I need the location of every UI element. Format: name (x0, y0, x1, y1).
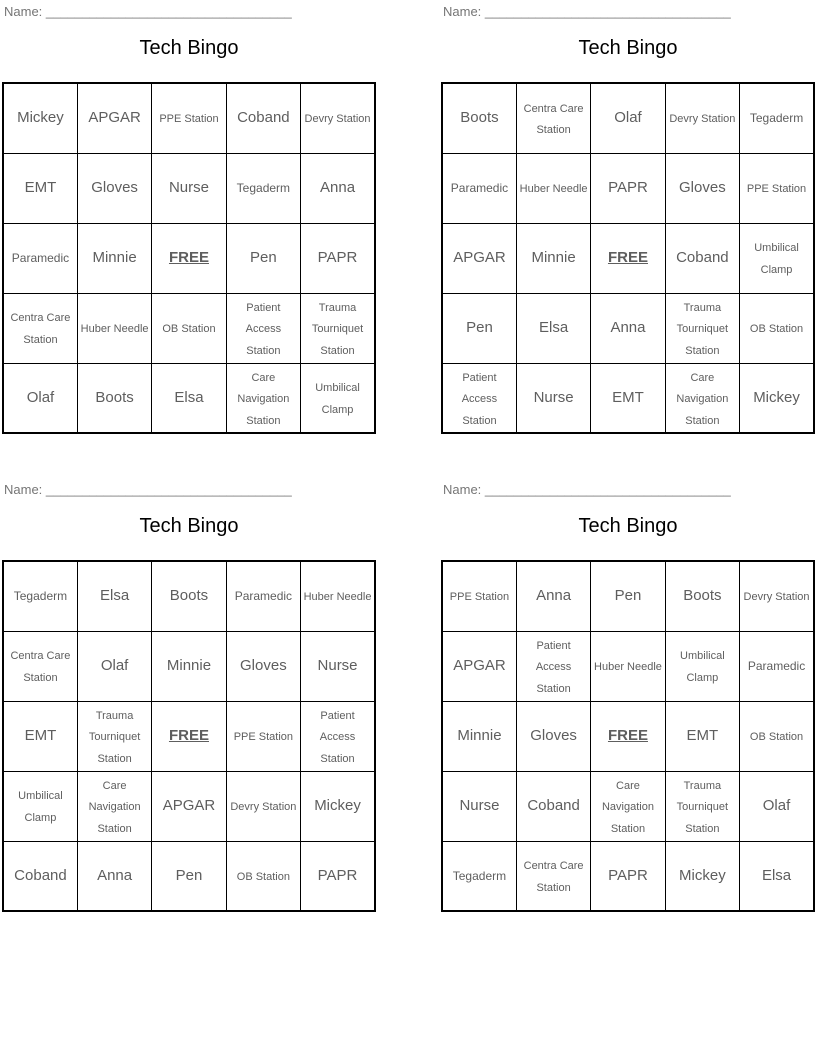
bingo-cell-label: Olaf (762, 797, 791, 815)
bingo-cell-label: FREE (168, 249, 209, 267)
bingo-cell-label: Trauma Tourniquet Station (88, 709, 141, 765)
bingo-cell (516, 771, 590, 841)
bingo-row (442, 153, 814, 223)
bingo-cell (516, 153, 590, 223)
bingo-cell (152, 631, 226, 701)
bingo-cell-label: Gloves (91, 179, 138, 197)
bingo-cell (516, 293, 590, 363)
bingo-cell-label: APGAR (453, 657, 506, 675)
bingo-cell (152, 771, 226, 841)
bingo-cell-label: Paramedic (11, 251, 70, 266)
bingo-cell-label: OB Station (162, 323, 216, 336)
bingo-cell (301, 223, 375, 293)
bingo-cell-label: Nurse (459, 797, 500, 815)
bingo-cell-label: Elsa (99, 587, 130, 605)
bingo-cell (226, 223, 300, 293)
bingo-cell (77, 363, 151, 433)
bingo-cell (3, 223, 77, 293)
bingo-cell-label: Elsa (538, 319, 569, 337)
bingo-cell (516, 701, 590, 771)
bingo-cell-label: Patient Access Station (319, 709, 356, 765)
bingo-cell (740, 771, 814, 841)
bingo-cell-label: Huber Needle (80, 323, 149, 336)
bingo-cell (740, 83, 814, 153)
bingo-cell (665, 561, 739, 631)
bingo-cell (301, 631, 375, 701)
bingo-row (3, 363, 375, 433)
bingo-cell-label: FREE (607, 249, 648, 267)
bingo-cell (3, 153, 77, 223)
bingo-cell (152, 293, 226, 363)
bingo-cell-label: Trauma Tourniquet Station (311, 301, 364, 357)
bingo-cell-label: Olaf (100, 657, 129, 675)
bingo-cell (591, 561, 665, 631)
card-title: Tech Bingo (578, 515, 678, 537)
bingo-cell (740, 363, 814, 433)
bingo-cell-label: Care Navigation Station (88, 779, 141, 835)
bingo-cell (665, 701, 739, 771)
bingo-cell (77, 701, 151, 771)
bingo-row (442, 293, 814, 363)
bingo-cell (442, 631, 516, 701)
bingo-cell (77, 771, 151, 841)
bingo-cell-label: Paramedic (450, 181, 509, 196)
name-line (443, 482, 731, 498)
bingo-cell-label: Elsa (761, 866, 792, 884)
bingo-grid (441, 82, 815, 434)
bingo-cell-label: Care Navigation Station (237, 371, 290, 427)
bingo-cell-label: APGAR (88, 109, 141, 127)
bingo-row (442, 771, 814, 841)
bingo-cell-label: Umbilical Clamp (680, 650, 725, 684)
bingo-cell (665, 153, 739, 223)
bingo-cell-label: OB Station (749, 731, 804, 744)
bingo-cell-label: Paramedic (234, 589, 293, 604)
bingo-cell (665, 631, 739, 701)
name-blank-line: __________________________________ (45, 482, 292, 497)
name-blank-line: __________________________________ (484, 4, 731, 19)
name-line (4, 482, 292, 498)
bingo-cell (591, 631, 665, 701)
card-title: Tech Bingo (139, 37, 239, 59)
name-line (4, 4, 292, 20)
bingo-cell-label: Mickey (314, 797, 361, 815)
bingo-cell (226, 561, 300, 631)
bingo-cell-label: Nurse (168, 179, 209, 197)
bingo-cell-label: Umbilical Clamp (754, 242, 799, 276)
bingo-cell (665, 293, 739, 363)
bingo-cell-label: OB Station (749, 323, 804, 336)
bingo-cell (740, 153, 814, 223)
bingo-cell-label: Minnie (92, 249, 137, 267)
bingo-cell-label: PPE Station (449, 591, 510, 604)
bingo-cell (591, 153, 665, 223)
bingo-cell-label: Minnie (457, 727, 502, 745)
name-blank-line: __________________________________ (484, 482, 731, 497)
bingo-cell-label: Anna (97, 866, 133, 884)
name-label: Name: (443, 482, 482, 497)
bingo-cell (152, 153, 226, 223)
bingo-cell-label: Gloves (530, 727, 577, 745)
bingo-cell (591, 83, 665, 153)
bingo-cell (226, 83, 300, 153)
bingo-cell (665, 363, 739, 433)
bingo-cell-label: Umbilical Clamp (18, 790, 63, 824)
bingo-cell-label: Coband (527, 797, 580, 815)
bingo-cell-label: Centra Care Station (523, 102, 584, 137)
bingo-cell-label: Boots (169, 587, 209, 605)
bingo-cell-label: PAPR (317, 249, 358, 267)
bingo-cell (740, 561, 814, 631)
bingo-row (442, 83, 814, 153)
bingo-cell-label: Pen (614, 587, 642, 605)
bingo-row (3, 631, 375, 701)
bingo-cell-label: Mickey (17, 109, 64, 127)
bingo-cell-label: Paramedic (747, 659, 806, 674)
free-cell (591, 223, 665, 293)
bingo-row (3, 153, 375, 223)
bingo-cell-label: Huber Needle (519, 183, 588, 196)
bingo-row (3, 561, 375, 631)
bingo-cell-label: APGAR (453, 249, 506, 267)
bingo-cell (77, 561, 151, 631)
bingo-cell-label: Pen (175, 866, 203, 884)
bingo-cell-label: EMT (24, 179, 57, 197)
bingo-cell (152, 363, 226, 433)
bingo-cell (3, 631, 77, 701)
bingo-cell (301, 701, 375, 771)
bingo-cell-label: Care Navigation Station (601, 779, 654, 835)
bingo-cell-label: FREE (168, 727, 209, 745)
bingo-cell-label: PAPR (608, 179, 648, 197)
bingo-row (442, 561, 814, 631)
bingo-cell-label: Trauma Tourniquet Station (676, 301, 729, 357)
bingo-cell-label: Pen (466, 319, 493, 337)
bingo-row (3, 701, 375, 771)
bingo-cell (77, 631, 151, 701)
bingo-cell (77, 841, 151, 911)
bingo-cell-label: Elsa (174, 389, 204, 407)
bingo-cell-label: Coband (14, 866, 67, 884)
bingo-cell (152, 83, 226, 153)
bingo-cell-label: Care Navigation Station (676, 371, 729, 427)
bingo-cell (226, 841, 300, 911)
bingo-cell (442, 153, 516, 223)
bingo-cell-label: EMT (24, 727, 57, 745)
bingo-cell (665, 83, 739, 153)
bingo-cell-label: Olaf (614, 109, 642, 127)
bingo-row (3, 223, 375, 293)
bingo-cell (226, 293, 300, 363)
bingo-cell-label: Mickey (753, 389, 800, 407)
bingo-cell-label: Patient Access Station (245, 301, 282, 357)
card-title: Tech Bingo (578, 37, 678, 59)
name-label: Name: (4, 4, 43, 19)
bingo-cell-label: Olaf (26, 389, 55, 407)
free-cell (152, 701, 226, 771)
bingo-cell (77, 293, 151, 363)
bingo-row (442, 701, 814, 771)
bingo-row (442, 223, 814, 293)
bingo-cell-label: Pen (250, 249, 277, 267)
bingo-cell (442, 841, 516, 911)
bingo-cell (442, 293, 516, 363)
bingo-cell (301, 83, 375, 153)
bingo-cell-label: Devry Station (743, 591, 810, 604)
bingo-cell (516, 223, 590, 293)
bingo-cell-label: Nurse (317, 657, 358, 675)
bingo-cell-label: Gloves (679, 179, 726, 197)
bingo-cell (516, 561, 590, 631)
bingo-cell-label: Devry Station (230, 801, 297, 814)
bingo-cell-label: EMT (612, 389, 644, 407)
bingo-cell-label: APGAR (162, 797, 216, 815)
bingo-cell-label: Patient Access Station (461, 371, 498, 427)
bingo-row (442, 363, 814, 433)
bingo-cell (740, 293, 814, 363)
bingo-cell-label: Patient Access Station (535, 639, 572, 695)
bingo-row (3, 841, 375, 911)
bingo-cell-label: PPE Station (233, 731, 294, 744)
name-blank-line: __________________________________ (45, 4, 292, 19)
card-title: Tech Bingo (139, 515, 239, 537)
bingo-cell (3, 83, 77, 153)
bingo-cell (3, 841, 77, 911)
bingo-cell-label: Centra Care Station (10, 650, 71, 684)
bingo-cell (77, 153, 151, 223)
bingo-cell (442, 561, 516, 631)
bingo-cell (3, 771, 77, 841)
name-label: Name: (4, 482, 43, 497)
bingo-cell (740, 223, 814, 293)
bingo-cell (226, 701, 300, 771)
bingo-cell (516, 631, 590, 701)
bingo-cell-label: Devry Station (304, 113, 371, 126)
bingo-cell-label: Centra Care Station (10, 312, 71, 346)
bingo-cell-label: Coband (676, 249, 729, 267)
bingo-cell-label: Devry Station (669, 113, 736, 126)
bingo-cell-label: Gloves (240, 657, 287, 675)
bingo-cell-label: Coband (237, 109, 290, 127)
bingo-row (442, 841, 814, 911)
bingo-cell (591, 293, 665, 363)
name-line (443, 4, 731, 20)
bingo-cell (591, 363, 665, 433)
bingo-cell-label: FREE (607, 727, 648, 745)
bingo-cell (226, 771, 300, 841)
bingo-grid (441, 560, 815, 912)
bingo-cell-label: Anna (536, 587, 572, 605)
bingo-cell-label: Tegaderm (452, 868, 507, 883)
bingo-cell (591, 841, 665, 911)
bingo-cell-label: Centra Care Station (523, 860, 584, 894)
bingo-cell (226, 363, 300, 433)
bingo-row (442, 631, 814, 701)
bingo-cell (442, 363, 516, 433)
bingo-cell-label: Anna (610, 319, 646, 337)
bingo-cell (442, 701, 516, 771)
bingo-cell (3, 293, 77, 363)
bingo-cell-label: Tegaderm (13, 589, 68, 604)
bingo-cell (77, 83, 151, 153)
bingo-cell (301, 771, 375, 841)
bingo-row (3, 771, 375, 841)
bingo-cell-label: Tegaderm (236, 181, 291, 196)
bingo-cell (301, 293, 375, 363)
bingo-cell (442, 83, 516, 153)
bingo-cell-label: Anna (320, 179, 356, 197)
bingo-cell (442, 771, 516, 841)
bingo-cell (740, 701, 814, 771)
bingo-cell (3, 701, 77, 771)
bingo-cell-label: Huber Needle (303, 591, 372, 604)
bingo-cell (226, 153, 300, 223)
bingo-cell-label: PPE Station (159, 113, 219, 126)
bingo-cell-label: EMT (686, 727, 719, 745)
bingo-cell-label: Huber Needle (594, 661, 662, 674)
bingo-cell-label: PAPR (317, 866, 358, 884)
bingo-cell (301, 841, 375, 911)
bingo-cell (665, 223, 739, 293)
bingo-cell-label: Trauma Tourniquet Station (676, 779, 729, 835)
bingo-cell (740, 841, 814, 911)
bingo-cell-label: PAPR (608, 866, 648, 884)
bingo-row (3, 83, 375, 153)
bingo-cell-label: Boots (95, 389, 134, 407)
bingo-cell-label: Mickey (679, 866, 726, 884)
bingo-cell (152, 561, 226, 631)
bingo-cell (665, 771, 739, 841)
bingo-cell-label: PPE Station (746, 183, 807, 196)
bingo-cell (301, 153, 375, 223)
bingo-cell-label: Boots (683, 587, 722, 605)
bingo-cell (516, 83, 590, 153)
bingo-grid (2, 82, 376, 434)
bingo-cell-label: Minnie (531, 249, 576, 267)
bingo-grid (2, 560, 376, 912)
bingo-cell (77, 223, 151, 293)
bingo-cell (516, 841, 590, 911)
bingo-cell (226, 631, 300, 701)
bingo-cell-label: Boots (460, 109, 499, 127)
bingo-cell (442, 223, 516, 293)
bingo-cell (740, 631, 814, 701)
bingo-cell (301, 363, 375, 433)
name-label: Name: (443, 4, 482, 19)
bingo-cell (591, 771, 665, 841)
bingo-cell (301, 561, 375, 631)
bingo-cell-label: Minnie (166, 657, 212, 675)
free-cell (591, 701, 665, 771)
free-cell (152, 223, 226, 293)
bingo-cell (3, 561, 77, 631)
bingo-cell (152, 841, 226, 911)
bingo-cell-label: Tegaderm (749, 111, 804, 126)
bingo-cell (3, 363, 77, 433)
bingo-row (3, 293, 375, 363)
bingo-cell-label: OB Station (236, 870, 290, 883)
bingo-cell (665, 841, 739, 911)
bingo-cell (516, 363, 590, 433)
bingo-cell-label: Nurse (533, 389, 574, 407)
bingo-cell-label: Umbilical Clamp (315, 382, 360, 416)
